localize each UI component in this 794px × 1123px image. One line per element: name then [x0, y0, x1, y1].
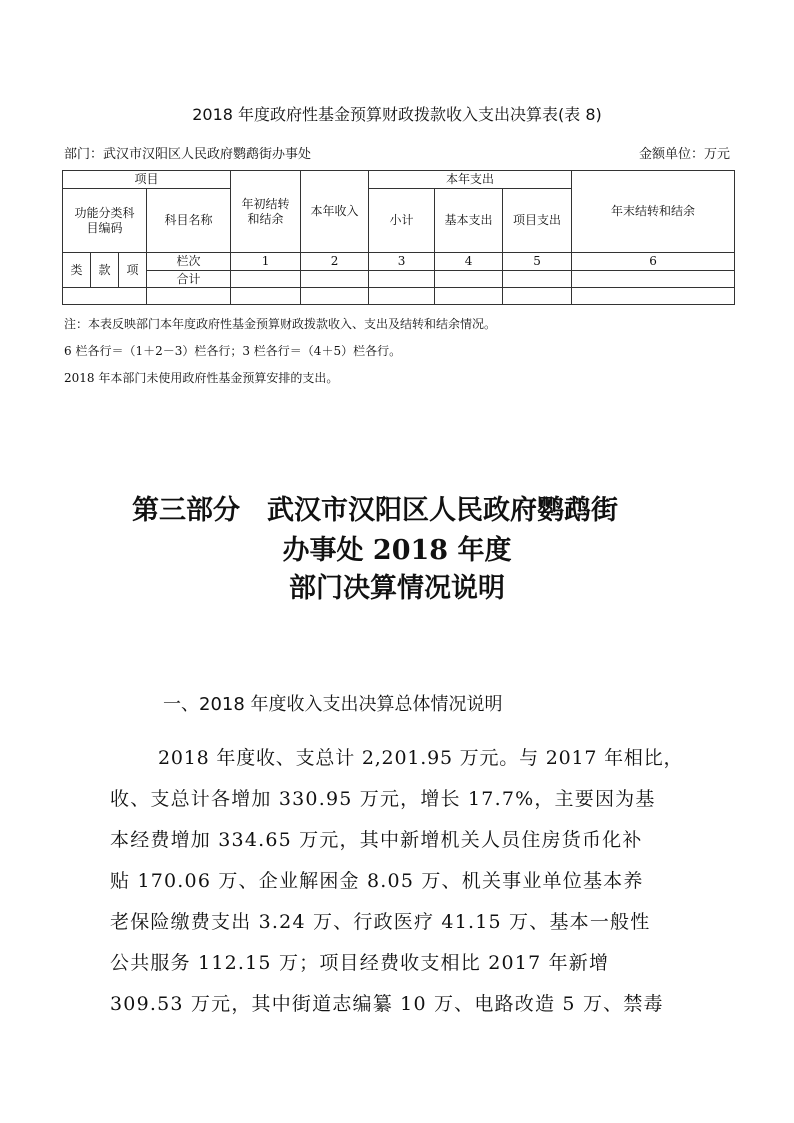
- header-item: 项目: [63, 171, 231, 189]
- total-cell-3: [369, 271, 435, 288]
- body-line: 老保险缴费支出 3.24 万、行政医疗 41.15 万、基本一般性: [110, 911, 651, 933]
- table-note-2: 6 栏各行＝（1＋2－3）栏各行；3 栏各行＝（4＋5）栏各行。: [64, 344, 402, 358]
- empty-cell-4: [435, 288, 503, 305]
- body-line: 公共服务 112.15 万；项目经费收支相比 2017 年新增: [110, 952, 610, 974]
- part-title-line-3: 部门决算情况说明: [289, 573, 505, 604]
- total-cell-4: [435, 271, 503, 288]
- column-no-2: 2: [301, 253, 369, 271]
- header-basic-exp: 基本支出: [435, 189, 503, 253]
- total-cell-2: [301, 271, 369, 288]
- total-cell-1: [231, 271, 301, 288]
- header-income: 本年收入: [301, 171, 369, 253]
- body-line: 2018 年度收、支总计 2,201.95 万元。与 2017 年相比，: [158, 747, 684, 769]
- header-closing-balance: 年末结转和结余: [572, 171, 735, 253]
- column-no-1: 1: [231, 253, 301, 271]
- empty-name-cell: [147, 288, 231, 305]
- total-label: 合计: [147, 271, 231, 288]
- empty-cell-5: [503, 288, 572, 305]
- department-label: 部门：武汉市汉阳区人民政府鹦鹉街办事处: [64, 147, 312, 162]
- body-line: 贴 170.06 万、企业解困金 8.05 万、机关事业单位基本养: [110, 870, 644, 892]
- total-cell-6: [572, 271, 735, 288]
- section-heading: 一、2018 年度收入支出决算总体情况说明: [163, 694, 503, 715]
- empty-code-cell: [63, 288, 147, 305]
- header-subtotal: 小计: [369, 189, 435, 253]
- header-project-exp: 项目支出: [503, 189, 572, 253]
- body-line: 309.53 万元，其中街道志编纂 10 万、电路改造 5 万、禁毒: [110, 993, 664, 1015]
- header-kuan: 款: [91, 253, 119, 288]
- column-no-label: 栏次: [147, 253, 231, 271]
- table-note-1: 注：本表反映部门本年度政府性基金预算财政拨款收入、支出及结转和结余情况。: [64, 317, 497, 331]
- table-title: 2018 年度政府性基金预算财政拨款收入支出决算表(表 8): [192, 105, 602, 124]
- empty-cell-1: [231, 288, 301, 305]
- header-func-code: 功能分类科目编码: [63, 189, 147, 253]
- column-no-3: 3: [369, 253, 435, 271]
- empty-cell-6: [572, 288, 735, 305]
- column-no-6: 6: [572, 253, 735, 271]
- empty-cell-3: [369, 288, 435, 305]
- header-xiang: 项: [119, 253, 147, 288]
- body-line: 收、支总计各增加 330.95 万元，增长 17.7%，主要因为基: [110, 788, 656, 810]
- header-lei: 类: [63, 253, 91, 288]
- unit-label: 金额单位：万元: [638, 147, 730, 162]
- part-title-line-1: 第三部分 武汉市汉阳区人民政府鹦鹉街: [132, 495, 618, 526]
- header-subject-name: 科目名称: [147, 189, 231, 253]
- table-note-3: 2018 年本部门未使用政府性基金预算安排的支出。: [64, 371, 339, 385]
- fund-budget-table: [62, 170, 735, 305]
- empty-cell-2: [301, 288, 369, 305]
- total-cell-5: [503, 271, 572, 288]
- part-title-line-2: 办事处 2018 年度: [282, 535, 512, 566]
- column-no-4: 4: [435, 253, 503, 271]
- body-line: 本经费增加 334.65 万元，其中新增机关人员住房货币化补: [110, 829, 643, 851]
- column-no-5: 5: [503, 253, 572, 271]
- header-expenditure: 本年支出: [369, 171, 572, 189]
- header-opening-balance: 年初结转和结余: [231, 171, 301, 253]
